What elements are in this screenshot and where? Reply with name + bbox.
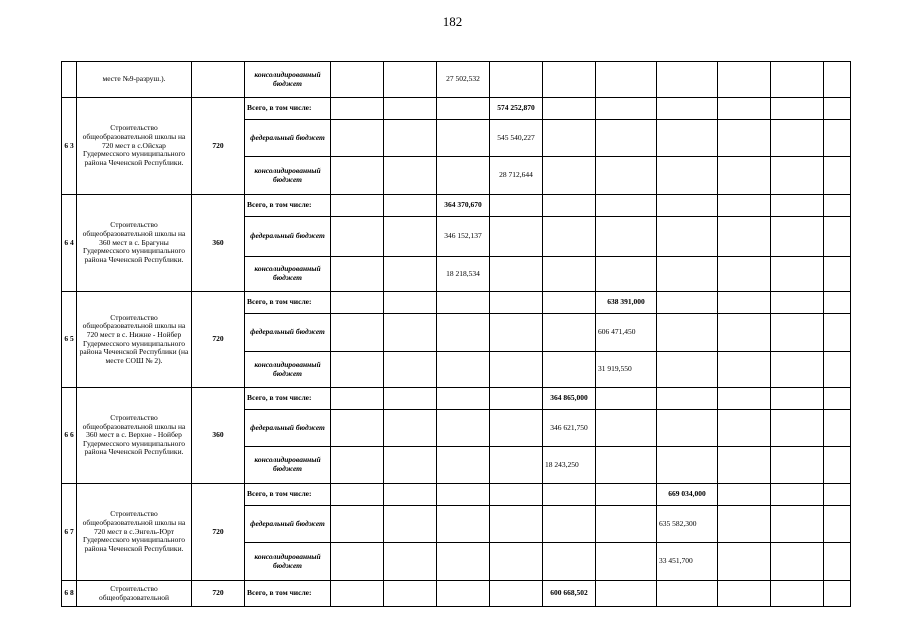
row-kind-label: Всего, в том числе: [245, 292, 331, 314]
empty-cell [543, 62, 596, 98]
empty-cell [718, 388, 771, 410]
empty-cell [596, 257, 657, 292]
empty-cell [384, 98, 437, 120]
project-name-cell: месте №9-разруш.). [77, 62, 192, 98]
value-cell: 18 243,250 [543, 447, 596, 484]
empty-cell [384, 217, 437, 257]
empty-cell [437, 484, 490, 506]
empty-cell [384, 410, 437, 447]
row-kind-label: федеральный бюджет [245, 506, 331, 543]
page-number: 182 [442, 14, 463, 29]
value-cell: 574 252,870 [490, 98, 543, 120]
empty-cell [718, 62, 771, 98]
row-number-cell: 6 5 [62, 292, 77, 388]
empty-cell [384, 195, 437, 217]
value-cell: 346 152,137 [437, 217, 490, 257]
empty-cell [824, 352, 851, 388]
row-kind-label: Всего, в том числе: [245, 98, 331, 120]
empty-cell [490, 314, 543, 352]
empty-cell [824, 581, 851, 607]
empty-cell [657, 120, 718, 157]
row-kind-label: консолидированный бюджет [245, 62, 331, 98]
empty-cell [824, 314, 851, 352]
empty-cell [331, 314, 384, 352]
empty-cell [718, 581, 771, 607]
row-number-cell: 6 3 [62, 98, 77, 195]
empty-cell [824, 98, 851, 120]
empty-cell [771, 388, 824, 410]
empty-cell [771, 157, 824, 195]
empty-cell [657, 217, 718, 257]
empty-cell [384, 447, 437, 484]
empty-cell [331, 292, 384, 314]
empty-cell [596, 506, 657, 543]
table-body [62, 62, 851, 607]
empty-cell [657, 62, 718, 98]
row-number-cell [62, 62, 77, 98]
row-kind-label: консолидированный бюджет [245, 447, 331, 484]
empty-cell [490, 410, 543, 447]
capacity-cell: 720 [192, 292, 245, 388]
empty-cell [437, 388, 490, 410]
empty-cell [437, 120, 490, 157]
empty-cell [657, 447, 718, 484]
empty-cell [384, 581, 437, 607]
empty-cell [331, 217, 384, 257]
capacity-cell [192, 62, 245, 98]
row-kind-label: консолидированный бюджет [245, 257, 331, 292]
empty-cell [543, 543, 596, 581]
empty-cell [331, 484, 384, 506]
empty-cell [824, 292, 851, 314]
empty-cell [657, 314, 718, 352]
empty-cell [331, 581, 384, 607]
empty-cell [437, 543, 490, 581]
table-row [62, 62, 851, 98]
project-name-cell: Строительство общеобразовательной школы на 720 мест в с.Энгель-Юрт Гудермесского муниципального района Чеченской Республики. [77, 484, 192, 581]
row-kind-label: федеральный бюджет [245, 217, 331, 257]
row-number-cell: 6 7 [62, 484, 77, 581]
empty-cell [437, 98, 490, 120]
empty-cell [596, 388, 657, 410]
empty-cell [718, 543, 771, 581]
empty-cell [657, 581, 718, 607]
empty-cell [437, 506, 490, 543]
value-cell: 669 034,000 [657, 484, 718, 506]
row-kind-label: Всего, в том числе: [245, 484, 331, 506]
empty-cell [490, 195, 543, 217]
empty-cell [657, 410, 718, 447]
empty-cell [657, 195, 718, 217]
empty-cell [657, 352, 718, 388]
empty-cell [657, 292, 718, 314]
empty-cell [437, 410, 490, 447]
row-kind-label: федеральный бюджет [245, 410, 331, 447]
project-name-cell: Строительство общеобразовательной школы на 720 мест в с.Ойсхар Гудермесского муниципального района Чеченской Республики. [77, 98, 192, 195]
value-cell: 635 582,300 [657, 506, 718, 543]
empty-cell [331, 195, 384, 217]
empty-cell [596, 157, 657, 195]
empty-cell [718, 195, 771, 217]
table-row [62, 388, 851, 410]
empty-cell [596, 195, 657, 217]
empty-cell [490, 543, 543, 581]
empty-cell [771, 506, 824, 543]
value-cell: 33 451,700 [657, 543, 718, 581]
empty-cell [596, 410, 657, 447]
empty-cell [771, 195, 824, 217]
empty-cell [824, 484, 851, 506]
empty-cell [543, 157, 596, 195]
value-cell: 600 668,502 [543, 581, 596, 607]
empty-cell [331, 506, 384, 543]
empty-cell [331, 120, 384, 157]
capacity-cell: 360 [192, 195, 245, 292]
table-row [62, 581, 851, 607]
empty-cell [596, 62, 657, 98]
empty-cell [543, 257, 596, 292]
empty-cell [331, 157, 384, 195]
row-kind-label: Всего, в том числе: [245, 195, 331, 217]
row-kind-label: федеральный бюджет [245, 314, 331, 352]
empty-cell [543, 352, 596, 388]
row-kind-label: консолидированный бюджет [245, 352, 331, 388]
capacity-cell: 720 [192, 581, 245, 607]
empty-cell [490, 581, 543, 607]
empty-cell [718, 314, 771, 352]
empty-cell [824, 195, 851, 217]
empty-cell [824, 410, 851, 447]
empty-cell [771, 410, 824, 447]
empty-cell [490, 447, 543, 484]
empty-cell [824, 120, 851, 157]
empty-cell [384, 484, 437, 506]
project-name-cell: Строительство общеобразовательной школы на 720 мест в с. Нижне - Нойбер Гудермесского муниципального района Чеченской Республики (на месте СОШ № 2). [77, 292, 192, 388]
empty-cell [771, 484, 824, 506]
empty-cell [657, 157, 718, 195]
empty-cell [331, 447, 384, 484]
empty-cell [437, 447, 490, 484]
empty-cell [718, 257, 771, 292]
empty-cell [824, 388, 851, 410]
empty-cell [543, 314, 596, 352]
empty-cell [771, 352, 824, 388]
row-kind-label: Всего, в том числе: [245, 581, 331, 607]
project-name-cell: Строительство общеобразовательной [77, 581, 192, 607]
empty-cell [384, 388, 437, 410]
value-cell: 606 471,450 [596, 314, 657, 352]
value-cell: 364 865,000 [543, 388, 596, 410]
empty-cell [596, 447, 657, 484]
empty-cell [384, 352, 437, 388]
empty-cell [718, 447, 771, 484]
empty-cell [490, 62, 543, 98]
empty-cell [331, 352, 384, 388]
empty-cell [824, 543, 851, 581]
value-cell: 638 391,000 [596, 292, 657, 314]
empty-cell [771, 314, 824, 352]
table-row [62, 484, 851, 506]
empty-cell [384, 257, 437, 292]
empty-cell [490, 257, 543, 292]
row-kind-label: федеральный бюджет [245, 120, 331, 157]
project-name-cell: Строительство общеобразовательной школы на 360 мест в с. Брагуны Гудермесского муниципального района Чеченской Республики. [77, 195, 192, 292]
empty-cell [437, 352, 490, 388]
row-kind-label: консолидированный бюджет [245, 543, 331, 581]
budget-table [61, 61, 851, 607]
empty-cell [771, 120, 824, 157]
capacity-cell: 360 [192, 388, 245, 484]
empty-cell [384, 314, 437, 352]
empty-cell [437, 314, 490, 352]
empty-cell [718, 352, 771, 388]
row-number-cell: 6 8 [62, 581, 77, 607]
table-row [62, 195, 851, 217]
empty-cell [437, 292, 490, 314]
empty-cell [596, 484, 657, 506]
empty-cell [331, 257, 384, 292]
empty-cell [718, 506, 771, 543]
table-row [62, 292, 851, 314]
empty-cell [543, 292, 596, 314]
empty-cell [543, 506, 596, 543]
empty-cell [771, 257, 824, 292]
empty-cell [824, 506, 851, 543]
empty-cell [543, 484, 596, 506]
empty-cell [331, 388, 384, 410]
empty-cell [384, 292, 437, 314]
empty-cell [596, 543, 657, 581]
empty-cell [824, 217, 851, 257]
empty-cell [824, 157, 851, 195]
empty-cell [490, 484, 543, 506]
capacity-cell: 720 [192, 484, 245, 581]
empty-cell [657, 98, 718, 120]
value-cell: 545 540,227 [490, 120, 543, 157]
empty-cell [596, 98, 657, 120]
value-cell: 28 712,644 [490, 157, 543, 195]
empty-cell [718, 292, 771, 314]
empty-cell [771, 543, 824, 581]
empty-cell [771, 447, 824, 484]
empty-cell [824, 257, 851, 292]
empty-cell [771, 292, 824, 314]
empty-cell [331, 543, 384, 581]
table-row [62, 98, 851, 120]
empty-cell [718, 98, 771, 120]
empty-cell [490, 352, 543, 388]
empty-cell [543, 217, 596, 257]
empty-cell [331, 410, 384, 447]
empty-cell [596, 581, 657, 607]
empty-cell [331, 62, 384, 98]
empty-cell [824, 447, 851, 484]
row-number-cell: 6 4 [62, 195, 77, 292]
empty-cell [543, 120, 596, 157]
row-number-cell: 6 6 [62, 388, 77, 484]
row-kind-label: консолидированный бюджет [245, 157, 331, 195]
empty-cell [718, 120, 771, 157]
empty-cell [384, 543, 437, 581]
empty-cell [490, 292, 543, 314]
empty-cell [771, 62, 824, 98]
empty-cell [771, 98, 824, 120]
row-kind-label: Всего, в том числе: [245, 388, 331, 410]
empty-cell [718, 410, 771, 447]
empty-cell [437, 157, 490, 195]
project-name-cell: Строительство общеобразовательной школы на 360 мест в с. Верхне - Нойбер Гудермесского муниципального района Чеченской Республики. [77, 388, 192, 484]
empty-cell [718, 484, 771, 506]
empty-cell [490, 217, 543, 257]
empty-cell [384, 506, 437, 543]
value-cell: 364 370,670 [437, 195, 490, 217]
empty-cell [718, 157, 771, 195]
empty-cell [657, 388, 718, 410]
empty-cell [490, 388, 543, 410]
empty-cell [657, 257, 718, 292]
empty-cell [384, 157, 437, 195]
empty-cell [384, 120, 437, 157]
empty-cell [718, 217, 771, 257]
capacity-cell: 720 [192, 98, 245, 195]
empty-cell [824, 62, 851, 98]
empty-cell [384, 62, 437, 98]
empty-cell [543, 195, 596, 217]
empty-cell [771, 581, 824, 607]
value-cell: 18 218,534 [437, 257, 490, 292]
empty-cell [331, 98, 384, 120]
empty-cell [771, 217, 824, 257]
value-cell: 27 502,532 [437, 62, 490, 98]
value-cell: 346 621,750 [543, 410, 596, 447]
empty-cell [543, 98, 596, 120]
empty-cell [596, 120, 657, 157]
empty-cell [596, 217, 657, 257]
empty-cell [490, 506, 543, 543]
value-cell: 31 919,550 [596, 352, 657, 388]
empty-cell [437, 581, 490, 607]
